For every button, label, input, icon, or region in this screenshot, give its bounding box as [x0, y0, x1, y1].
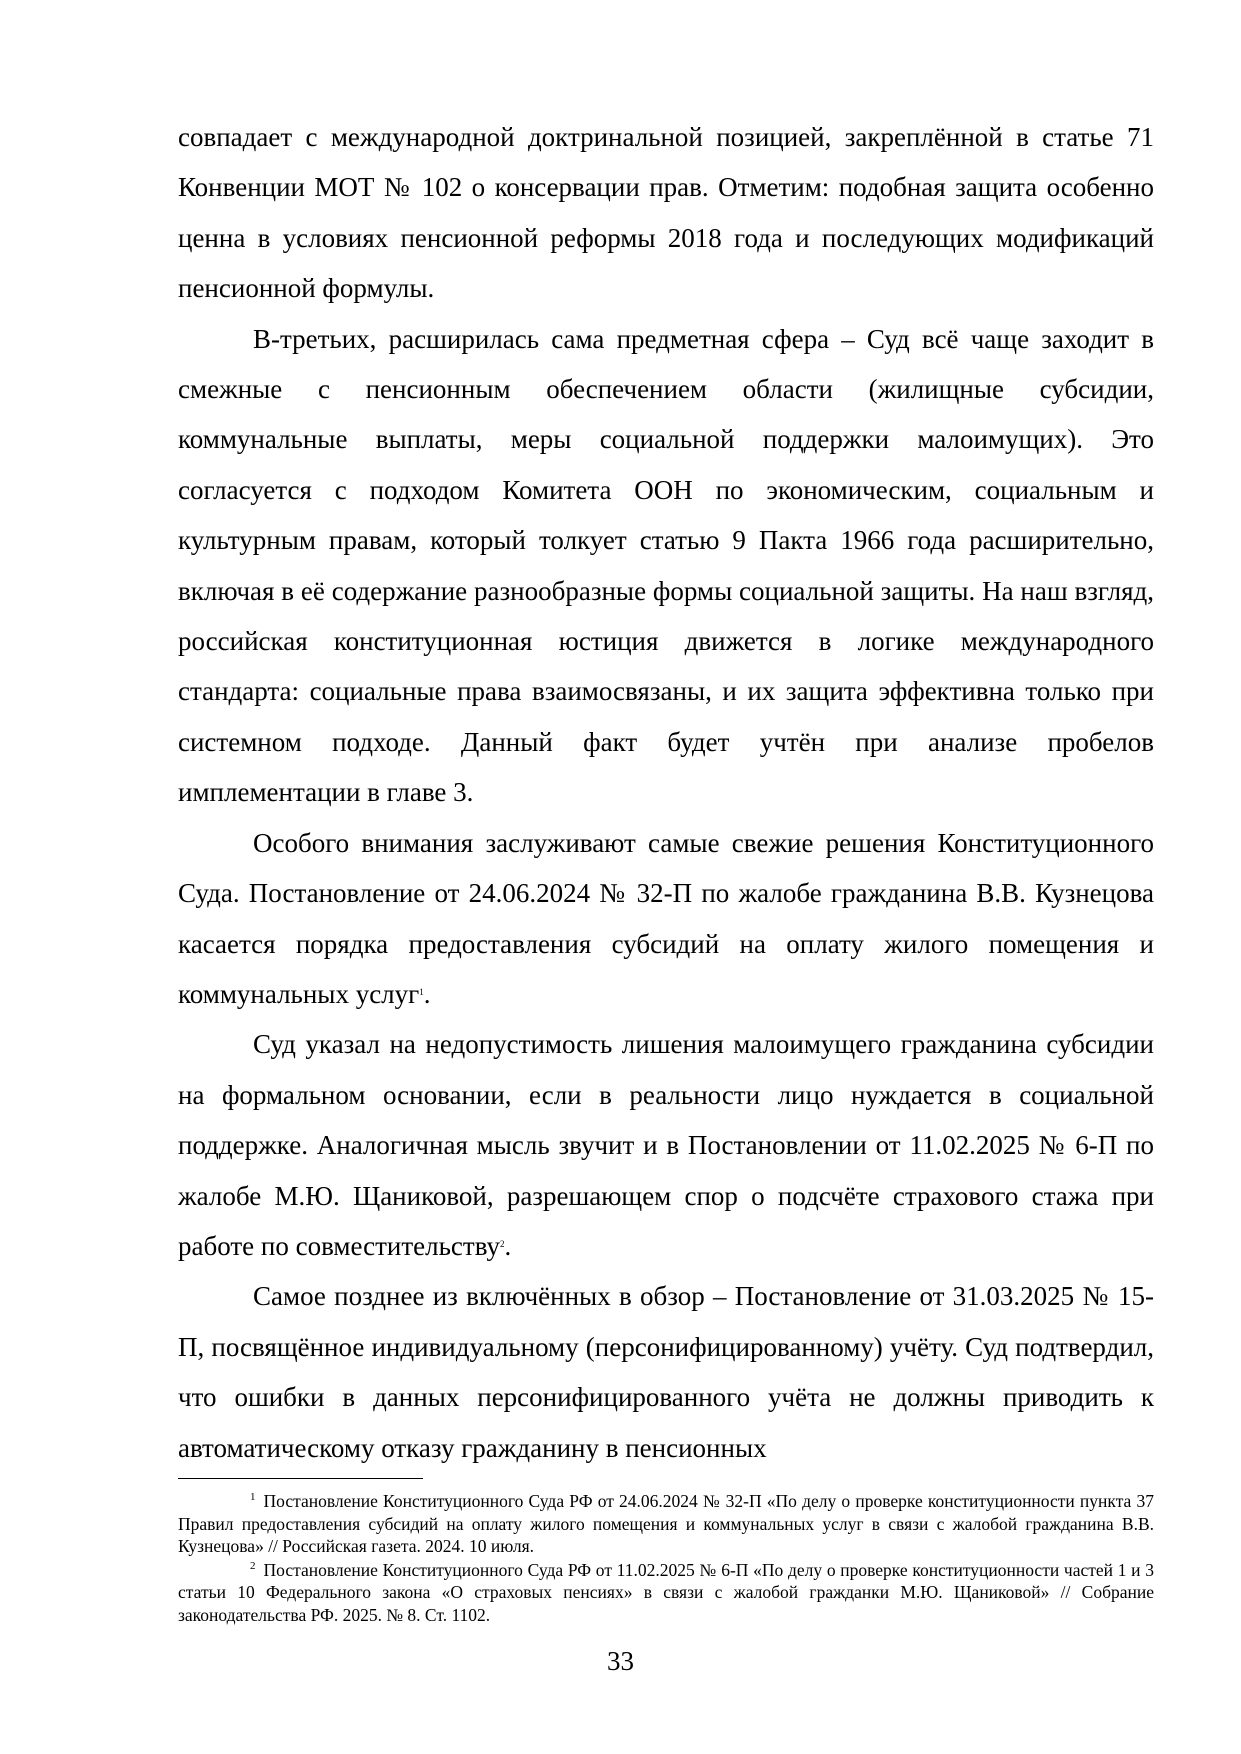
- footnote-text: Постановление Конституционного Суда РФ от 24.06.2024 № 32-П «По делу о проверке конституционности пункта 37 Правил предоставления субсидий на оплату жилого помещения и коммунальных услуг в связи с жалобой гражданина В.В. Кузнецова» // Российская газета. 2024. 10 июля.: [178, 1491, 1154, 1556]
- body-text: [178, 112, 1154, 1473]
- paragraph-text: В-третьих, расширилась сама предметная сфера – Суд всё чаще заходит в смежные с пенсионным обеспечением области (жилищные субсидии, коммунальные выплаты, меры социальной поддержки малоимущих). Это согласуется с подходом Комитета ООН по экономическим, социальным и культурным правам, который толкует статью 9 Пакта 1966 года расширительно, включая в её содержание разнообразные формы социальной защиты. На наш взгляд, российская конституционная юстиция движется в логике международного стандарта: социальные права взаимосвязаны, и их защита эффективна только при системном подходе. Данный факт будет учтён при анализе пробелов имплементации в главе 3.: [178, 323, 1154, 808]
- footnote-reference-1[interactable]: 1: [419, 986, 424, 997]
- footnote-number: 2: [250, 1559, 256, 1572]
- paragraph-text: совпадает с международной доктринальной позицией, закреплённой в статье 71 Конвенции МОТ № 102 о консервации прав. Отметим: подобная защита особенно ценна в условиях пенсионной реформы 2018 года и последующих модификаций пенсионной формулы.: [178, 122, 1154, 304]
- paragraph-latest-decision: [178, 1271, 1154, 1473]
- paragraph-subject-scope: [178, 314, 1154, 818]
- page-number: 33: [607, 1646, 634, 1676]
- footnotes: [178, 1490, 1154, 1627]
- paragraph-court-position: [178, 1019, 1154, 1271]
- footnote-reference-2[interactable]: 2: [500, 1238, 505, 1249]
- footnote-2: [178, 1559, 1154, 1627]
- paragraph-end: .: [423, 978, 431, 1009]
- paragraph-text: Особого внимания заслуживают самые свежие решения Конституционного Суда. Постановление от 24.06.2024 № 32-П по жалобе гражданина В.В. Кузнецова касается порядка предоставления субсидий на оплату жилого помещения и коммунальных услуг: [178, 827, 1154, 1009]
- footnote-text: Постановление Конституционного Суда РФ от 11.02.2025 № 6-П «По делу о проверке конституционности частей 1 и 3 статьи 10 Федерального закона «О страховых пенсиях» в связи с жалобой гражданки М.Ю. Щаниковой» // Собрание законодательства РФ. 2025. № 8. Ст. 1102.: [178, 1559, 1154, 1625]
- paragraph-text: Самое позднее из включённых в обзор – Постановление от 31.03.2025 № 15-П, посвящённое индивидуальному (персонифицированному) учёту. Суд подтвердил, что ошибки в данных персонифицированного учёта не должны приводить к автоматическому отказу гражданину в пенсионных: [178, 1281, 1154, 1463]
- footnote-separator: [178, 1478, 423, 1479]
- paragraph-recent-decisions: [178, 818, 1154, 1020]
- paragraph-text: Суд указал на недопустимость лишения малоимущего гражданина субсидии на формальном основании, если в реальности лицо нуждается в социальной поддержке. Аналогичная мысль звучит и в Постановлении от 11.02.2025 № 6-П по жалобе М.Ю. Щаниковой, разрешающем спор о подсчёте страхового стажа при работе по совместительству: [178, 1029, 1154, 1261]
- paragraph-continuation: [178, 112, 1154, 314]
- footnote-1: [178, 1490, 1154, 1558]
- footnote-number: 1: [250, 1491, 256, 1503]
- paragraph-end: .: [504, 1230, 512, 1261]
